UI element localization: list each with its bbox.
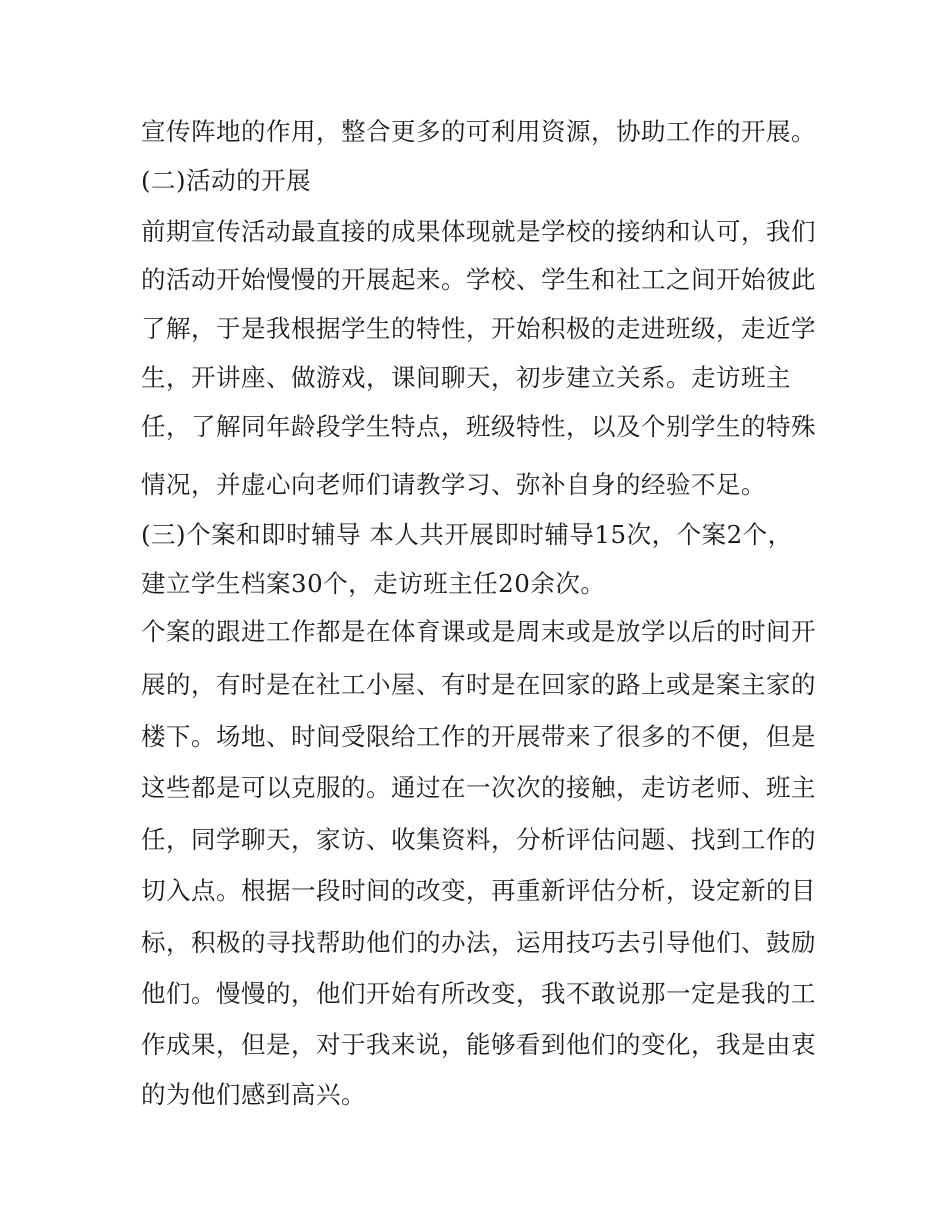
text-line: 任，了解同年龄段学生特点，班级特性，以及个别学生的特殊: [141, 412, 816, 441]
text-line: 的为他们感到高兴。: [141, 1080, 366, 1109]
text-line: 切入点。根据一段时间的改变，再重新评估分析，设定新的目: [141, 876, 816, 905]
text-line: 情况，并虚心向老师们请教学习、弥补自身的经验不足。: [141, 470, 766, 499]
section-heading: (三)个案和即时辅导 本人共开展即时辅导15次，个案2个，: [141, 520, 793, 549]
text-line: 生，开讲座、做游戏，课间聊天，初步建立关系。走访班主: [141, 363, 791, 392]
text-line: 前期宣传活动最直接的成果体现就是学校的接纳和认可，我们: [141, 217, 816, 246]
text-line: 个案的跟进工作都是在体育课或是周末或是放学以后的时间开: [141, 617, 816, 646]
text-line: 作成果，但是，对于我来说，能够看到他们的变化，我是由衷: [141, 1030, 816, 1059]
text-line: 宣传阵地的作用，整合更多的可利用资源，协助工作的开展。: [141, 117, 816, 146]
text-line: 他们。慢慢的，他们开始有所改变，我不敢说那一定是我的工: [141, 979, 816, 1008]
text-line: 标，积极的寻找帮助他们的办法，运用技巧去引导他们、鼓励: [141, 928, 816, 957]
text-line: 展的，有时是在社工小屋、有时是在回家的路上或是案主家的: [141, 670, 816, 699]
text-line: 建立学生档案30个，走访班主任20余次。: [141, 569, 606, 598]
section-heading: (二)活动的开展: [141, 166, 312, 195]
text-line: 的活动开始慢慢的开展起来。学校、学生和社工之间开始彼此: [141, 265, 816, 294]
text-line: 这些都是可以克服的。通过在一次次的接触，走访老师、班主: [141, 773, 816, 802]
text-line: 任，同学聊天，家访、收集资料，分析评估问题、找到工作的: [141, 825, 816, 854]
text-line: 楼下。场地、时间受限给工作的开展带来了很多的不便，但是: [141, 722, 816, 751]
text-line: 了解，于是我根据学生的特性，开始积极的走进班级，走近学: [141, 314, 816, 343]
